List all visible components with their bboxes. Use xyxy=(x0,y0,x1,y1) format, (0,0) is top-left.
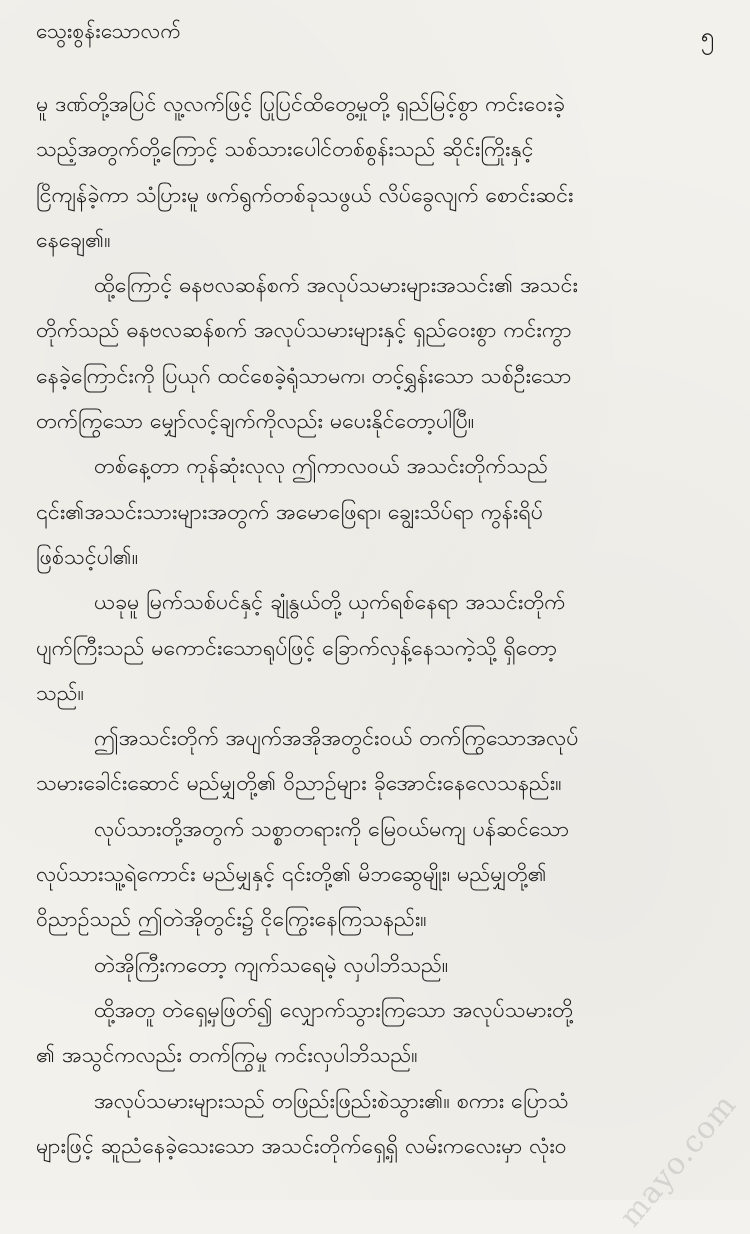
text-line: မူ ဒဏ်တို့အပြင် လူ့လက်ဖြင့် ပြုပြင်ထိတွေ့မှုတို့ ရှည်မြင့်စွာ ကင်းဝေးခဲ့ xyxy=(36,92,565,117)
text-line: များဖြင့် ဆူညံနေခဲ့သေးသော အသင်းတိုက်ရှေ့ရှိ လမ်းကလေးမှာ လုံးဝ xyxy=(36,1133,567,1159)
text-line: တစ်နေ့တာ ကုန်ဆုံးလုလု ဤကာလဝယ် အသင်းတိုက်သည် xyxy=(94,454,549,480)
text-line: နေခဲ့ကြောင်းကို ပြယုဂ် ထင်စေခဲ့ရုံသာမက၊ တင့်ရွှန်းသော သစ်ဦးသော xyxy=(36,363,572,389)
text-line: ၏ အသွင်ကလည်း တက်ကြွမှု ကင်းလှပါဘိသည်။ xyxy=(36,1043,418,1069)
text-line: သမားခေါင်းဆောင် မည်မျှတို့၏ ဝိညာဉ်များ ခိုအောင်းနေလေသနည်း။ xyxy=(36,771,562,797)
text-line: တဲအိုကြီးကတော့ ကျက်သရေမဲ့ လှပါဘိသည်။ xyxy=(94,952,449,978)
text-line: ထို့အတူ တဲရှေ့မှဖြတ်၍ လျှောက်သွားကြသော အလုပ်သမားတို့ xyxy=(94,997,574,1023)
running-title: သွေးစွန်းသောလက် xyxy=(36,19,182,43)
text-line: နေချေ၏။ xyxy=(36,227,111,253)
body-text xyxy=(36,82,720,1169)
text-line: ပျက်ကြီးသည် မကောင်းသောရုပ်ဖြင့် ခြောက်လှန့်နေသကဲ့သို့ ရှိတော့ xyxy=(36,635,558,661)
text-line: ၎င်း၏အသင်းသားများအတွက် အမောဖြေရာ၊ ချွေးသိပ်ရာ ကွန်းရိပ် xyxy=(36,499,544,525)
text-line: သည်။ xyxy=(36,680,85,706)
watermark: mayo.com xyxy=(613,1087,744,1234)
text-line: လုပ်သားသူ့ရဲကောင်း မည်မျှနှင့် ၎င်းတို့၏ မိဘဆွေမျိုး၊ မည်မျှတို့၏ xyxy=(36,862,547,888)
text-line: ငြိကျန်ခဲ့ကာ သံပြားမူ ဖက်ရွက်တစ်ခုသဖွယ် လိပ်ခွေလျက် စောင်းဆင်း xyxy=(36,182,574,208)
text-line: ဝိညာဉ်သည် ဤတဲအိုတွင်း၌ ငိုကြွေးနေကြသနည်း။ xyxy=(36,907,427,933)
text-line: တက်ကြွသော မျှော်လင့်ချက်ကိုလည်း မပေးနိုင်တော့ပါပြီ။ xyxy=(36,409,475,435)
text-line: သည့်အတွက်တို့ကြောင့် သစ်သားပေါင်တစ်စွန်းသည် ဆိုင်းကြိုးနှင့် xyxy=(36,137,534,163)
text-line: လုပ်သားတို့အတွက် သစ္စာတရားကို မြေဝယ်မကျ ပန်ဆင်သော xyxy=(94,816,570,842)
text-line: ယခုမူ မြက်သစ်ပင်နှင့် ချုံနွယ်တို့ ယှက်ရစ်နေရာ အသင်းတိုက် xyxy=(94,590,566,616)
text-line: ဤအသင်းတိုက် အပျက်အအိုအတွင်းဝယ် တက်ကြွသောအလုပ် xyxy=(94,726,579,752)
text-line: တိုက်သည် ဓနဗလဆန်စက် အလုပ်သမားများနှင့် ရှည်ဝေးစွာ ကင်းကွာ xyxy=(36,318,572,344)
text-line: အလုပ်သမားများသည် တဖြည်းဖြည်းစဲသွား၏။ စကား ပြောသံ xyxy=(94,1088,569,1114)
text-line: ဖြစ်သင့်ပါ၏။ xyxy=(36,544,139,570)
text-line: ထို့ကြောင့် ဓနဗလဆန်စက် အလုပ်သမားများအသင်း၏ အသင်း xyxy=(94,273,578,299)
page-number: ၅ xyxy=(700,22,714,50)
